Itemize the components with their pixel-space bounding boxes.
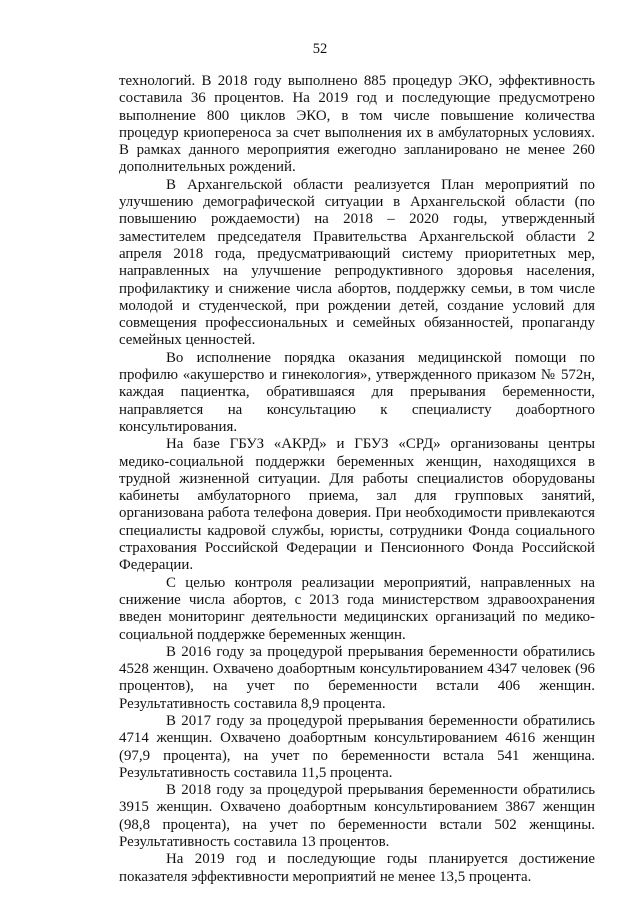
paragraph-ivf-results: технологий. В 2018 году выполнено 885 процедур ЭКО, эффективность составила 36 процентов. На 2019 год и последующие предусмотрено выполнение 800 циклов ЭКО, в том числе повышение количества процедур криопереноса за счет выполнения их в амбулаторных условиях. В рамках данного мероприятия ежегодно запланировано не менее 260 дополнительных рождений. <box>119 73 595 176</box>
page-number: 52 <box>312 41 328 57</box>
paragraph-demography-plan: В Архангельской области реализуется План мероприятий по улучшению демографической ситуации в Архангельской области (по повышению рождаемости) на 2018 – 2020 годы, утвержденный заместителем председателя Правительства Архангельской области 2 апреля 2018 года, предусматривающий систему приоритетных мер, направленных на улучшение репродуктивного здоровья населения, профилактику и снижение числа абортов, поддержку семьи, в том числе молодой и студенческой, при рождении детей, создание условий для совмещения профессиональных и семейных обязанностей, пропаганду семейных ценностей. <box>119 176 595 349</box>
paragraph-order-572n: Во исполнение порядка оказания медицинской помощи по профилю «акушерство и гинекология», утвержденного приказом № 572н, каждая пациентка, обратившаяся для прерывания беременности, направляется на консультацию к специалисту доабортного консультирования. <box>119 349 595 435</box>
paragraph-2019-target: На 2019 год и последующие годы планируется достижение показателя эффективности мероприятий не менее 13,5 процента. <box>119 851 595 885</box>
paragraph-support-centers: На базе ГБУЗ «АКРД» и ГБУЗ «СРД» организованы центры медико-социальной поддержки беременных женщин, находящихся в трудной жизненной ситуации. Для работы специалистов оборудованы кабинеты амбулаторного приема, зал для групповых занятий, организована работа телефона доверия. При необходимости привлекаются специалисты кадровой службы, юристы, сотрудники Фонда социального страхования Российской Федерации и Пенсионного Фонда Российской Федерации. <box>119 436 595 574</box>
paragraph-2018-stats: В 2018 году за процедурой прерывания беременности обратились 3915 женщин. Охвачено доабортным консультированием 3867 женщин (98,8 процента), на учет по беременности встали 502 женщины. Результативность составила 13 процентов. <box>119 782 595 851</box>
paragraph-monitoring: С целью контроля реализации мероприятий, направленных на снижение числа абортов, с 2013 года министерством здравоохранения введен мониторинг деятельности медицинских организаций по медико-социальной поддержке беременных женщин. <box>119 574 595 643</box>
paragraph-2017-stats: В 2017 году за процедурой прерывания беременности обратились 4714 женщин. Охвачено доабортным консультированием 4616 женщин (97,9 процента), на учет по беременности встала 541 женщина. Результативность составила 11,5 процента. <box>119 712 595 781</box>
paragraph-2016-stats: В 2016 году за процедурой прерывания беременности обратились 4528 женщин. Охвачено доабортным консультированием 4347 человек (96 процентов), на учет по беременности встали 406 женщин. Результативность составила 8,9 процента. <box>119 643 595 712</box>
document-body <box>119 73 595 886</box>
